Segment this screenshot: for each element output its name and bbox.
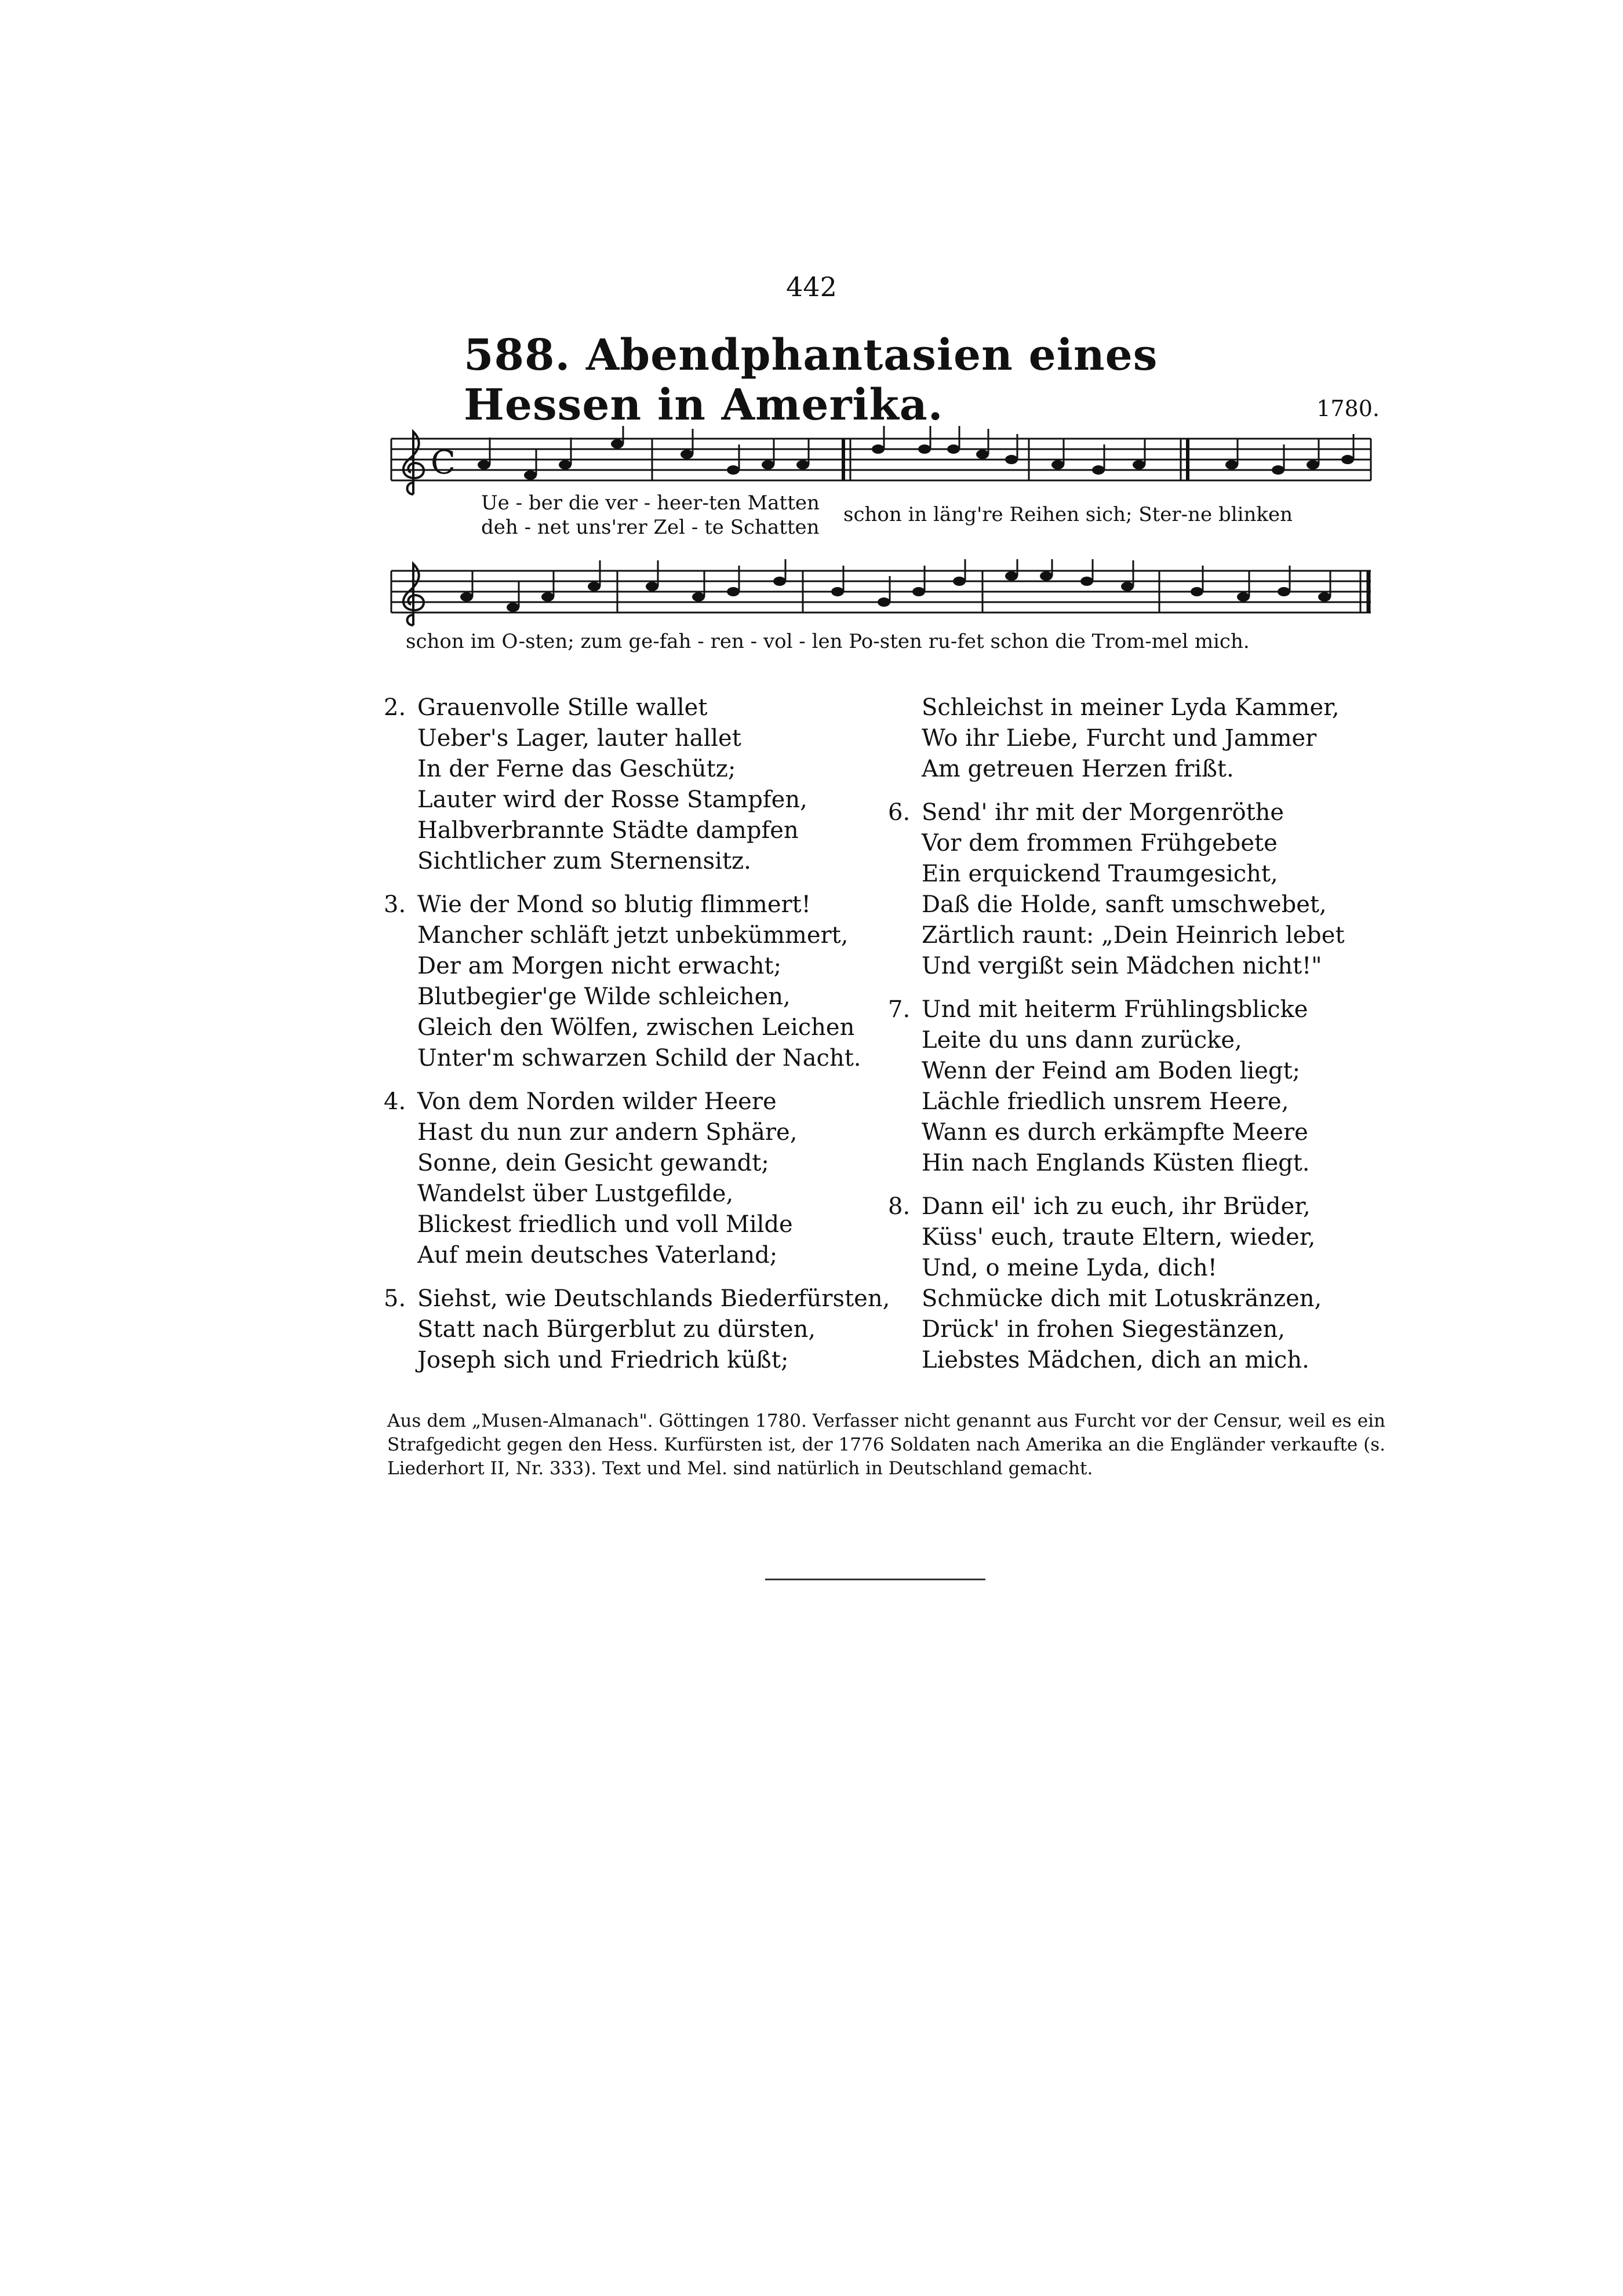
verse-line: Joseph sich und Friedrich küßt;	[417, 1347, 789, 1373]
treble-clef-icon	[403, 564, 424, 625]
verse-line: Dann eil' ich zu euch, ihr Brüder,	[922, 1193, 1311, 1220]
treble-clef-icon	[403, 432, 424, 494]
verse-line: Halbverbrannte Städte dampfen	[417, 817, 799, 844]
music-notes-system-2	[460, 559, 1331, 612]
verse-line: Drück' in frohen Siegestänzen,	[922, 1316, 1286, 1343]
verse-line: Am getreuen Herzen frißt.	[922, 756, 1234, 782]
verse-number: 7.	[888, 996, 911, 1023]
verse-line: Send' ihr mit der Morgenröthe	[922, 799, 1284, 826]
verse-block	[888, 797, 1362, 982]
system-1-lyric-continuation: schon in läng're Reihen sich; Ster-ne blinken	[843, 503, 1293, 526]
verse-line: Wo ihr Liebe, Furcht und Jammer	[922, 725, 1317, 752]
verse-line: Küss' euch, traute Eltern, wieder,	[922, 1224, 1316, 1251]
verse-block	[922, 693, 1362, 785]
verse-line: Wie der Mond so blutig flimmert!	[417, 891, 811, 918]
verse-block	[888, 994, 1362, 1179]
verse-line: Wann es durch erkämpfte Meere	[922, 1119, 1308, 1146]
verse-line: Unter'm schwarzen Schild der Nacht.	[417, 1045, 861, 1072]
common-time-icon: C	[431, 444, 456, 482]
verse-line: Schmücke dich mit Lotuskränzen,	[922, 1285, 1322, 1312]
music-notes-system-1	[478, 426, 1354, 480]
music-staff-system-2	[380, 559, 1377, 629]
verse-block	[888, 1191, 1362, 1376]
verse-number: 8.	[888, 1193, 911, 1220]
verse-block	[384, 693, 916, 877]
verse-number: 4.	[384, 1088, 406, 1115]
verse-line: Siehst, wie Deutschlands Biederfürsten,	[417, 1285, 890, 1312]
page-number: 442	[786, 271, 837, 303]
verse-line: Von dem Norden wilder Heere	[417, 1088, 777, 1115]
verse-line: Sichtlicher zum Sternensitz.	[417, 848, 751, 874]
song-year: 1780.	[1316, 396, 1380, 421]
verse-line: Und, o meine Lyda, dich!	[922, 1255, 1217, 1281]
verse-line: Statt nach Bürgerblut zu dürsten,	[417, 1316, 816, 1343]
verses-left-column	[384, 693, 916, 1388]
end-rule	[765, 1579, 985, 1580]
verse-line: Daß die Holde, sanft umschwebet,	[922, 891, 1327, 918]
verse-line: Blutbegier'ge Wilde schleichen,	[417, 983, 791, 1010]
source-footnote: Aus dem „Musen-Almanach". Göttingen 1780. Verfasser nicht genannt aus Furcht vor der Censur, weil es ein Strafgedicht gegen den Hess. Kurfürsten ist, der 1776 Soldaten nach Amerika an die Engländer verkaufte (s. Liederhort II, Nr. 333). Text und Mel. sind natürlich in Deutschland gemacht.	[387, 1411, 1385, 1479]
verse-number: 3.	[384, 891, 406, 918]
verse-line: Vor dem frommen Frühgebete	[922, 830, 1278, 857]
verse-line: Hin nach Englands Küsten fliegt.	[922, 1150, 1310, 1176]
verse-line: Ein erquickend Traumgesicht,	[922, 861, 1278, 887]
verse-number: 5.	[384, 1285, 406, 1312]
verse-line: Zärtlich raunt: „Dein Heinrich lebet	[922, 922, 1345, 949]
verse-line: Leite du uns dann zurücke,	[922, 1027, 1242, 1054]
system-2-lyric-line: schon im O-sten; zum ge-fah - ren - vol - len Po-sten ru-fet schon die Trom-mel mich.	[406, 630, 1250, 653]
verse-line: Hast du nun zur andern Sphäre,	[417, 1119, 798, 1146]
verse-line: In der Ferne das Geschütz;	[417, 756, 736, 782]
verse-line: Auf mein deutsches Vaterland;	[417, 1242, 778, 1269]
verse-number: 6.	[888, 799, 911, 826]
verse-line: Liebstes Mädchen, dich an mich.	[922, 1347, 1309, 1373]
song-title: Abendphantasien eines Hessen in Amerika.	[464, 330, 1158, 430]
verse-line: Wenn der Feind am Boden liegt;	[922, 1058, 1301, 1084]
verse-number: 2.	[384, 694, 406, 721]
verse-line: Mancher schläft jetzt unbekümmert,	[417, 922, 849, 949]
verses-right-column	[888, 693, 1362, 1388]
verse-line: Schleichst in meiner Lyda Kammer,	[922, 694, 1340, 721]
verse-line: Und vergißt sein Mädchen nicht!"	[922, 953, 1322, 979]
system-1-lyric-line-b: deh - net uns'rer Zel - te Schatten	[481, 516, 820, 539]
song-number: 588.	[464, 330, 571, 380]
song-heading	[464, 330, 1333, 430]
system-1-lyric-line-a: Ue - ber die ver - heer-ten Matten	[481, 491, 820, 515]
verse-line: Lächle friedlich unsrem Heere,	[922, 1088, 1289, 1115]
verse-line: Sonne, dein Gesicht gewandt;	[417, 1150, 769, 1176]
verse-block	[384, 890, 916, 1074]
verse-line: Der am Morgen nicht erwacht;	[417, 953, 782, 979]
verse-line: Grauenvolle Stille wallet	[417, 694, 708, 721]
verse-block	[384, 1087, 916, 1271]
verse-line: Gleich den Wölfen, zwischen Leichen	[417, 1014, 855, 1041]
verse-line: Lauter wird der Rosse Stampfen,	[417, 786, 807, 813]
verse-line: Wandelst über Lustgefilde,	[417, 1180, 734, 1207]
verse-line: Ueber's Lager, lauter hallet	[417, 725, 741, 752]
verse-line: Blickest friedlich und voll Milde	[417, 1211, 793, 1238]
verse-line: Und mit heiterm Frühlingsblicke	[922, 996, 1308, 1023]
verse-block	[384, 1284, 916, 1376]
